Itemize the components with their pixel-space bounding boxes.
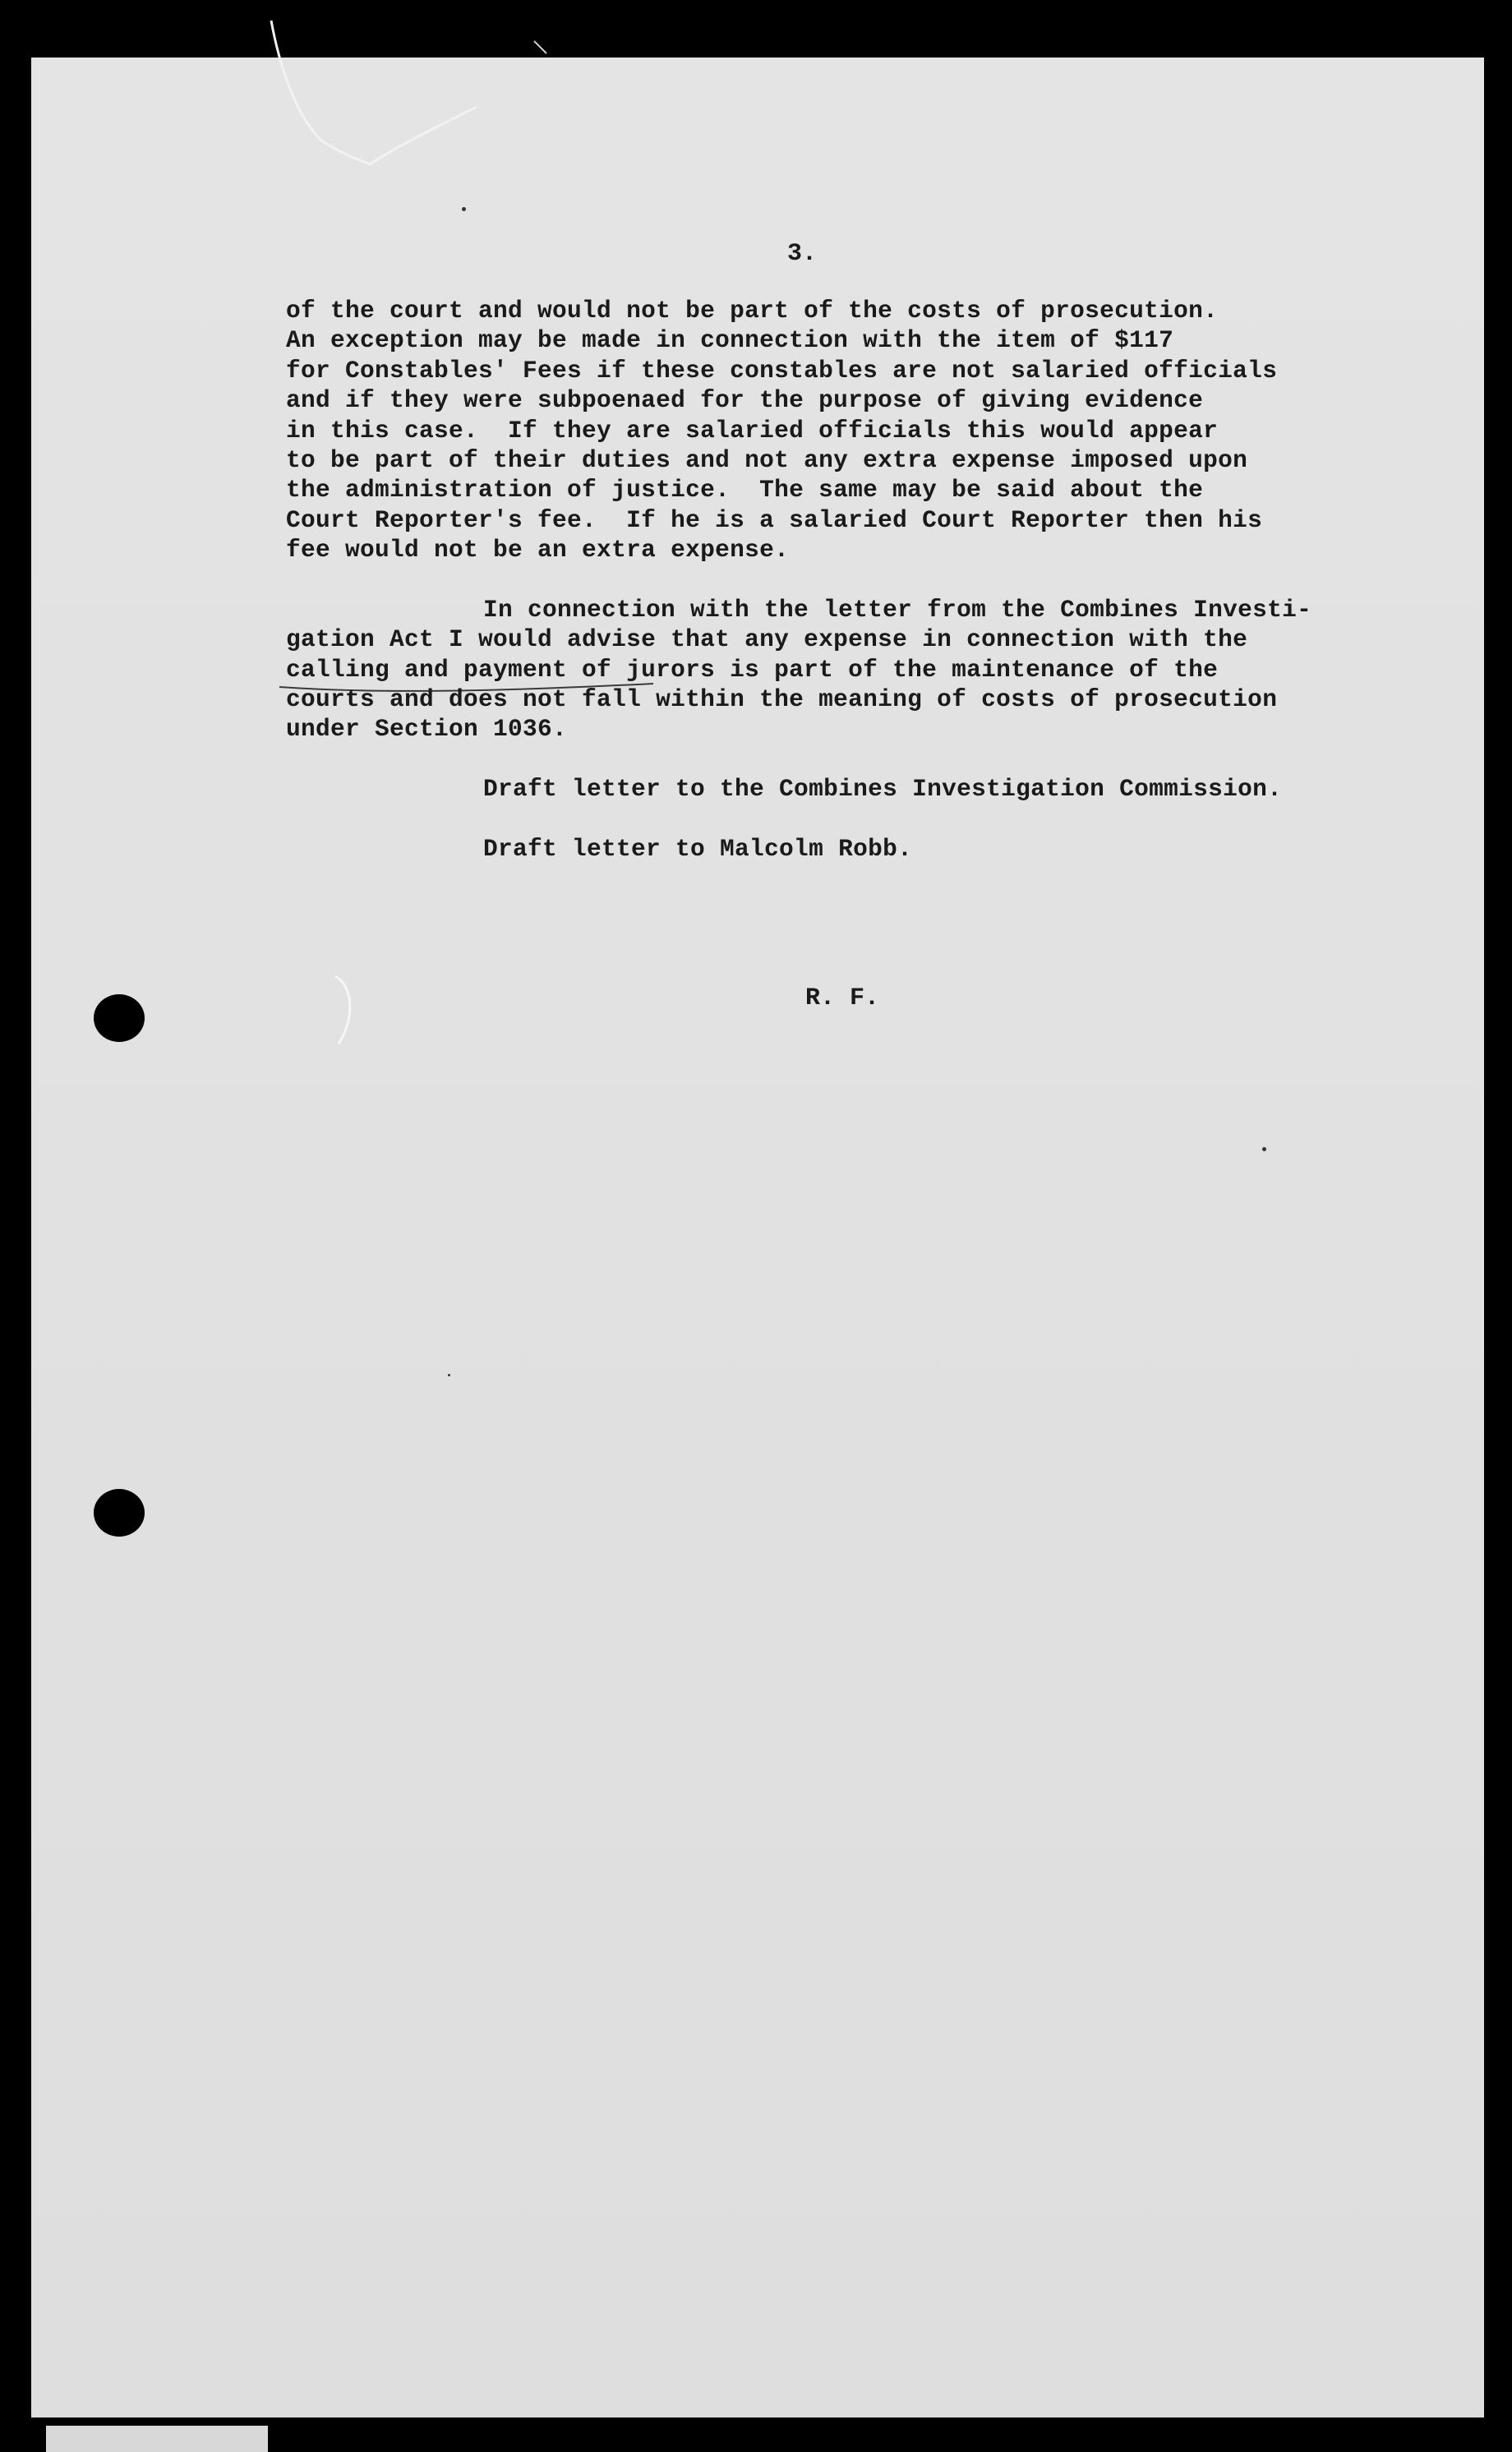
body-line: fee would not be an extra expense.	[286, 536, 790, 565]
body-line: the administration of justice. The same may be said about the	[286, 476, 1204, 505]
body-line: Court Reporter's fee. If he is a salaried Court Reporter then his	[286, 505, 1263, 534]
body-line: under Section 1036.	[286, 715, 568, 744]
body-line: in this case. If they are salaried officials this would appear	[286, 416, 1219, 445]
punch-hole	[94, 1489, 145, 1537]
body-line: An exception may be made in connection with the item of $117	[286, 326, 1174, 355]
dust-speck	[1262, 1147, 1266, 1151]
body-line: for Constables' Fees if these constables are not salaried officials	[286, 356, 1278, 385]
body-line: gation Act I would advise that any expense in connection with the	[286, 625, 1248, 654]
paper-corner-tab	[46, 2426, 268, 2452]
paragraph-gap	[286, 744, 1387, 774]
body-line: In connection with the letter from the Combines Investi-	[483, 595, 1312, 624]
dust-speck	[462, 207, 466, 211]
enclosure-line: Draft letter to Malcolm Robb.	[483, 835, 913, 864]
body-line: and if they were subpoenaed for the purpose of giving evidence	[286, 386, 1204, 415]
memo-body	[286, 296, 1387, 864]
paragraph-gap	[286, 804, 1387, 834]
dust-speck	[448, 1374, 450, 1376]
paragraph-gap	[286, 565, 1387, 595]
body-line: to be part of their duties and not any extra expense imposed upon	[286, 445, 1248, 474]
body-line: of the court and would not be part of the costs of prosecution.	[286, 297, 1219, 325]
enclosure-line: Draft letter to the Combines Investigation Commission.	[483, 775, 1283, 804]
body-line: calling and payment of jurors is part of the maintenance of the	[286, 655, 1219, 684]
page-number: 3.	[787, 240, 818, 268]
punch-hole	[94, 994, 145, 1042]
body-line: courts and does not fall within the meaning of costs of prosecution	[286, 685, 1278, 714]
signature-initials: R. F.	[805, 984, 880, 1012]
